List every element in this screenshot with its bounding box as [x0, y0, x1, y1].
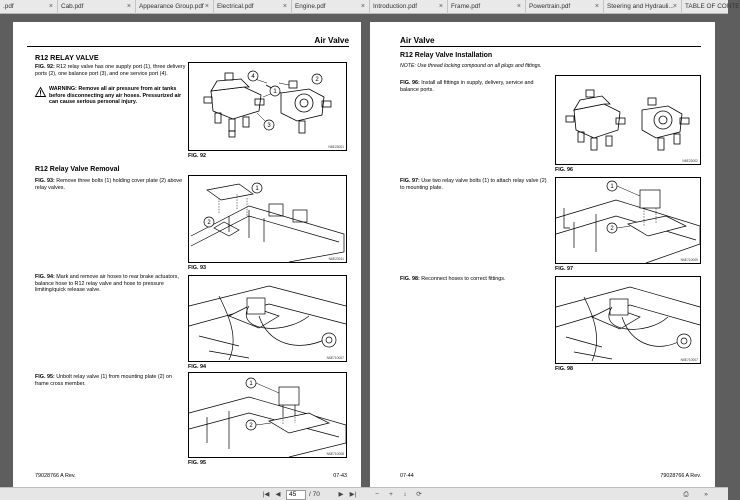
tab-appearance-group[interactable] — [136, 0, 214, 14]
navigation-toolbar — [0, 487, 728, 500]
callout-2: 2 — [610, 226, 614, 233]
callout-1: 1 — [610, 184, 614, 191]
page-number-input[interactable]: 45 — [286, 490, 306, 500]
callout-4: 4 — [251, 74, 255, 81]
note-text: NOTE: Use thread locking compound on all plugs and fittings. — [400, 63, 542, 69]
fig-label: FIG. 98: — [400, 276, 420, 282]
tab-label: Engine.pdf — [295, 3, 326, 10]
callout-1: 1 — [273, 89, 277, 96]
tab-close-icon[interactable]: × — [360, 3, 365, 10]
tab-electrical[interactable] — [214, 0, 292, 14]
next-page-button[interactable]: ▶ — [338, 491, 344, 498]
fig-text: Use two relay valve bolts (1) to attach relay valve (2) to mounting plate. — [400, 178, 547, 191]
print-button[interactable]: ⎙ — [683, 491, 689, 498]
tab-introduction[interactable] — [370, 0, 448, 14]
page-43 — [13, 22, 361, 487]
fittings-installation-illustration — [556, 76, 700, 164]
fig-text: Mark and remove air hoses to rear brake actuators, balance hose to R12 relay valve and hose to pressure limiting/quick release valve. — [35, 274, 179, 294]
fig92-description — [35, 64, 187, 77]
section-title: R12 Relay Valve Removal — [35, 166, 120, 173]
figure-caption: FIG. 94 — [188, 364, 206, 370]
fig-text: Reconnect hoses to correct fittings. — [421, 276, 506, 282]
tab-close-icon[interactable]: × — [516, 3, 521, 10]
callout-1: 1 — [249, 381, 253, 388]
tab-label: .pdf — [3, 3, 14, 10]
figure-id: N6E710008 — [326, 452, 344, 456]
figure-id: N6E23002 — [682, 159, 698, 163]
relay-valve-ports-illustration — [189, 63, 346, 150]
tab-engine[interactable] — [292, 0, 370, 14]
tab-label: Powertrain.pdf — [529, 3, 571, 10]
zoom-out-button[interactable]: − — [375, 491, 379, 498]
tab-close-icon[interactable]: × — [48, 3, 53, 10]
tab-close-icon[interactable]: × — [594, 3, 599, 10]
figure-caption: FIG. 95 — [188, 460, 206, 466]
page-header: Air Valve — [400, 36, 701, 47]
section-title: R12 Relay Valve Installation — [400, 52, 493, 59]
rotate-button[interactable]: ⟳ — [416, 491, 422, 498]
tab-pdf[interactable] — [0, 0, 58, 14]
tab-label: Electrical.pdf — [217, 3, 254, 10]
page-total: / 70 — [309, 491, 320, 498]
figure-97 — [555, 177, 701, 264]
fig98-description — [400, 276, 548, 283]
tab-steering-hydraulics[interactable] — [604, 0, 682, 14]
section-title: R12 RELAY VALVE — [35, 53, 99, 62]
tab-close-icon[interactable]: × — [672, 3, 677, 10]
figure-id: N6E710007 — [326, 356, 344, 360]
callout-3: 3 — [267, 123, 271, 130]
figure-95 — [188, 372, 347, 458]
fig-label: FIG. 94: — [35, 274, 55, 280]
fig-label: FIG. 96: — [400, 80, 420, 86]
tab-label: Cab.pdf — [61, 3, 84, 10]
fig-text: Unbolt relay valve (1) from mounting plate (2) on frame cross member. — [35, 374, 172, 387]
callout-1: 1 — [255, 186, 259, 193]
figure-id: N6E710009 — [680, 258, 698, 262]
fig93-description — [35, 178, 187, 191]
page-header: Air Valve — [27, 36, 349, 47]
footer-page-number: 07-43 — [333, 473, 347, 479]
figure-98 — [555, 276, 701, 364]
tab-close-icon[interactable]: × — [126, 3, 131, 10]
fig96-description — [400, 80, 548, 93]
attach-relay-valve-illustration — [556, 178, 700, 263]
figure-caption: FIG. 92 — [188, 153, 206, 159]
cover-plate-removal-illustration — [189, 176, 346, 262]
fig-text: Remove three bolts (1) holding cover plate (2) above relay valves. — [35, 178, 183, 191]
last-page-button[interactable]: ▶| — [349, 491, 357, 498]
tab-close-icon[interactable]: × — [204, 3, 209, 10]
fig-label: FIG. 93: — [35, 178, 55, 184]
warning-triangle-icon — [35, 87, 46, 97]
figure-92 — [188, 62, 347, 151]
more-tools-button[interactable]: » — [704, 491, 708, 498]
first-page-button[interactable]: |◀ — [262, 491, 270, 498]
fig-label: FIG. 95: — [35, 374, 55, 380]
tab-close-icon[interactable]: × — [438, 3, 443, 10]
tab-label: Frame.pdf — [451, 3, 481, 10]
figure-96 — [555, 75, 701, 165]
fig95-description — [35, 374, 187, 387]
previous-page-button[interactable]: ◀ — [275, 491, 281, 498]
tab-table-of-contents[interactable] — [682, 0, 740, 14]
zoom-in-button[interactable]: + — [389, 491, 393, 498]
figure-id: N6E23011 — [328, 257, 344, 261]
figure-94 — [188, 275, 347, 362]
tab-bar — [0, 0, 740, 14]
footer-doc-number: 79028766 A Rev. — [660, 473, 701, 479]
tab-close-icon[interactable]: × — [282, 3, 287, 10]
fig-text: R12 relay valve has one supply port (1), three delivery ports (2), one balance port (3), and one service port (4). — [35, 64, 186, 77]
tab-label: TABLE OF CONTE — [685, 3, 740, 10]
figure-93 — [188, 175, 347, 263]
footer-doc-number: 79028766 A Rev. — [35, 473, 76, 479]
warning-text: WARNING: Remove all air pressure from air tanks before disconnecting any air hoses. Pressurized air can cause serious personal injury. — [49, 86, 182, 106]
warning-block — [35, 86, 187, 106]
figure-id: N6E23001 — [328, 145, 344, 149]
footer-page-number: 07-44 — [400, 473, 414, 479]
callout-2: 2 — [315, 77, 319, 84]
fig94-description — [35, 274, 187, 294]
figure-caption: FIG. 93 — [188, 265, 206, 271]
fig-label: FIG. 97: — [400, 178, 420, 184]
tab-label: Introduction.pdf — [373, 3, 418, 10]
tab-cab[interactable] — [58, 0, 136, 14]
reconnect-hoses-illustration — [556, 277, 700, 363]
tab-frame[interactable] — [448, 0, 526, 14]
fit-page-button[interactable]: ↕ — [403, 491, 407, 498]
tab-label: Appearance Group.pdf — [139, 3, 204, 10]
figure-caption: FIG. 98 — [555, 366, 573, 372]
fig-label: FIG. 92: — [35, 64, 55, 70]
figure-caption: FIG. 96 — [555, 167, 573, 173]
fig-text: Install all fittings in supply, delivery, service and balance ports. — [400, 80, 534, 93]
fig97-description — [400, 178, 548, 191]
callout-2: 2 — [249, 423, 253, 430]
tab-label: Steering and Hydrauli... — [607, 3, 674, 10]
figure-id: N6E710007 — [680, 358, 698, 362]
tab-powertrain[interactable] — [526, 0, 604, 14]
figure-caption: FIG. 97 — [555, 266, 573, 272]
unbolt-relay-valve-illustration — [189, 373, 346, 457]
air-hoses-illustration — [189, 276, 346, 361]
callout-2: 2 — [207, 220, 211, 227]
page-44 — [370, 22, 715, 487]
